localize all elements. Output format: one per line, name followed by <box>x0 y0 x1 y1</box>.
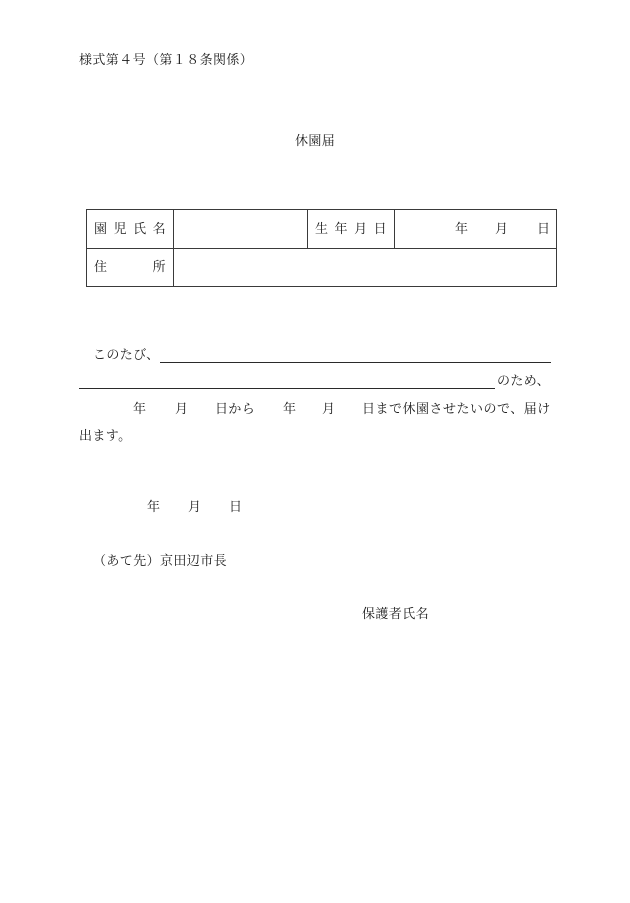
address-label-cell <box>87 249 174 286</box>
to-year-unit: 年 <box>283 402 297 417</box>
date-day-unit: 日 <box>229 500 243 515</box>
birthdate-day-unit: 日 <box>537 222 551 237</box>
child-name-value-cell <box>174 210 308 249</box>
child-name-label-cell <box>87 210 174 249</box>
birthdate-month-unit: 月 <box>495 222 509 237</box>
date-year-unit: 年 <box>147 500 161 515</box>
from-year-unit: 年 <box>133 402 147 417</box>
page-title: 休園届 <box>295 134 336 149</box>
birthdate-label: 生 年 月 日 <box>315 222 387 237</box>
addressee: （あて先）京田辺市長 <box>93 554 228 569</box>
to-day-suffix: 日まで休園させたいので、届け <box>362 402 551 417</box>
guardian-name-label: 保護者氏名 <box>362 607 430 622</box>
to-month-unit: 月 <box>322 402 336 417</box>
body-line4: 出ます。 <box>79 429 132 444</box>
birthdate-year-unit: 年 <box>455 222 469 237</box>
body-line1-prefix: このたび、 <box>93 348 160 363</box>
reason-underline-2 <box>79 388 495 389</box>
address-label: 住 所 <box>94 260 166 275</box>
reason-underline-1 <box>160 362 551 363</box>
date-month-unit: 月 <box>188 500 202 515</box>
birthdate-value-cell <box>395 210 556 249</box>
info-table <box>86 209 557 287</box>
from-day-suffix: 日から <box>215 402 256 417</box>
body-line2-suffix: のため、 <box>497 374 551 389</box>
form-number: 様式第４号（第１８条関係） <box>79 53 254 68</box>
address-value-cell <box>174 249 556 286</box>
birthdate-label-cell <box>308 210 395 249</box>
child-name-label: 園 児 氏 名 <box>94 222 166 237</box>
from-month-unit: 月 <box>175 402 189 417</box>
